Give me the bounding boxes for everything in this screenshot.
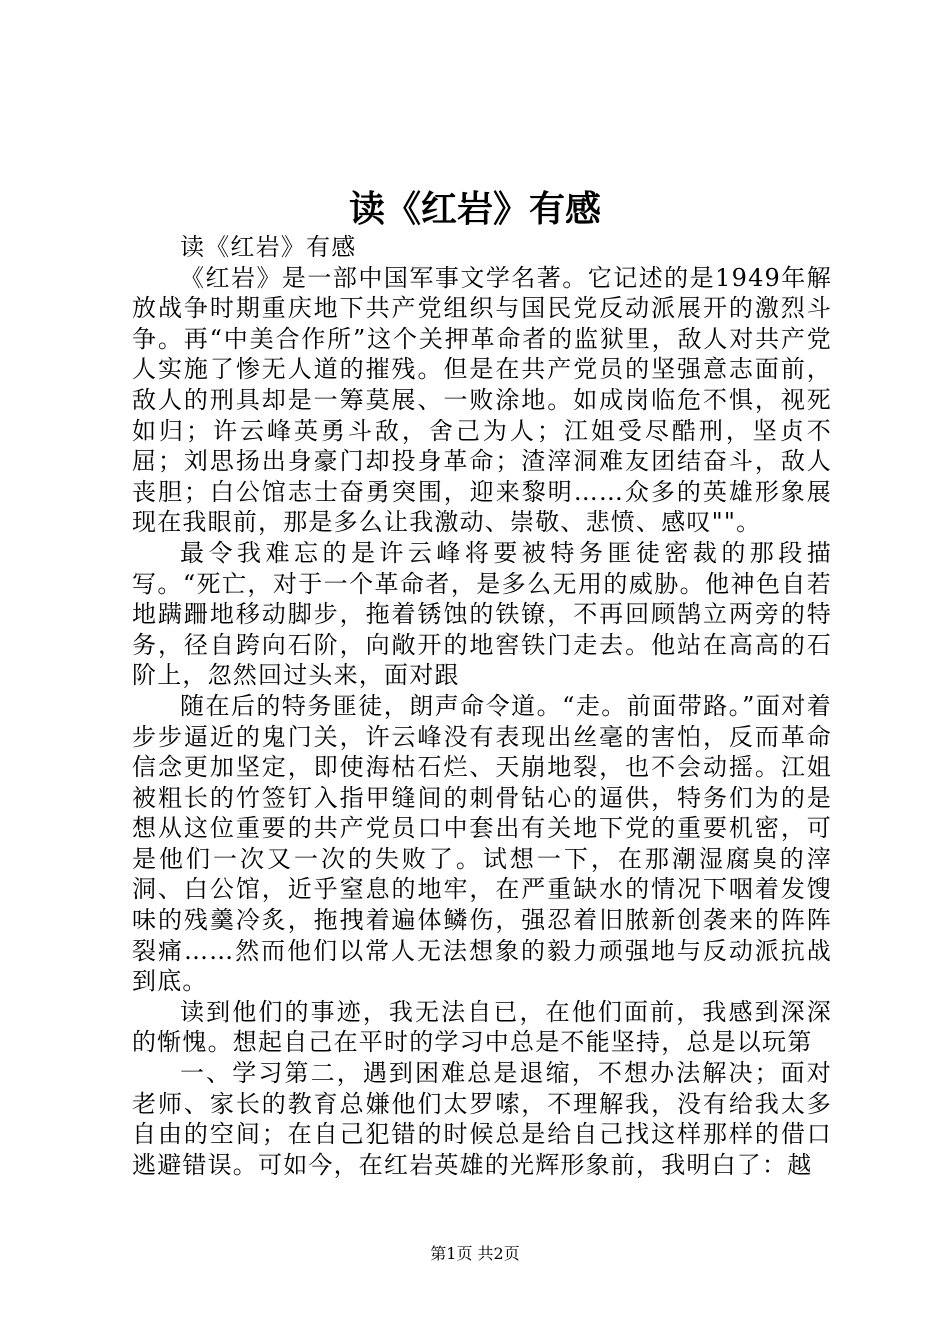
page-number-footer: 第1页 共2页: [430, 1244, 520, 1263]
paragraph-subtitle: 读《红岩》有感: [180, 233, 357, 261]
paragraph-jiang-jie: 随在后的特务匪徒，朗声命令道。“走。前面带路。”面对着步步逼近的鬼门关，许云峰没有表现出丝毫的害怕，反而革命信念更加坚定，即使海枯石烂、天崩地裂，也不会动摇。江姐被粗长的竹签钉入指甲缝间的刺骨钻心的逼供，特务们为的是想从这位重要的共产党员口中套出有关地下党的重要机密，可是他们一次又一次的失败了。试想一下，在那潮湿腐臭的滓洞、白公馆，近乎窒息的地牢，在严重缺水的情况下咽着发馊味的残羹冷炙，拖拽着遍体鳞伤，强忍着旧脓新创袭来的阵阵裂痛……然而他们以常人无法想象的毅力顽强地与反动派抗战到底。: [132, 691, 832, 996]
document-title: 读《红岩》有感: [348, 188, 601, 230]
document-body: [132, 232, 832, 1180]
paragraph-xu-yunfeng: 最令我难忘的是许云峰将要被特务匪徒密裁的那段描写。“死亡，对于一个革命者，是多么无用的威胁。他神色自若地蹒跚地移动脚步，拖着锈蚀的铁镣，不再回顾鹄立两旁的特务，径自跨向石阶，向敞开的地窖铁门走去。他站在高高的石阶上，忽然回过头来，面对跟: [132, 538, 832, 690]
paragraph-intro: 《红岩》是一部中国军事文学名著。它记述的是1949年解放战争时期重庆地下共产党组织与国民党反动派展开的激烈斗争。再“中美合作所”这个关押革命者的监狱里，敌人对共产党人实施了惨无人道的摧残。但是在共产党员的坚强意志面前，敌人的刑具却是一筹莫展、一败涂地。如成岗临危不惧，视死如归；许云峰英勇斗敌，舍己为人；江姐受尽酷刑，坚贞不屈；刘思扬出身豪门却投身革命；渣滓洞难友团结奋斗，敌人丧胆；白公馆志士奋勇突围，迎来黎明……众多的英雄形象展现在我眼前，那是多么让我激动、崇敬、悲愤、感叹""。: [132, 263, 832, 537]
paragraph-self-critique: 一、学习第二，遇到困难总是退缩，不想办法解决；面对老师、家长的教育总嫌他们太罗嗦，不理解我，没有给我太多自由的空间；在自己犯错的时候总是给自己找这样那样的借口逃避错误。可如今，在红岩英雄的光辉形象前，我明白了：越: [132, 1059, 832, 1179]
paragraph-reflection: 读到他们的事迹，我无法自已，在他们面前，我感到深深的惭愧。想起自己在平时的学习中总是不能坚持，总是以玩第: [132, 997, 832, 1057]
